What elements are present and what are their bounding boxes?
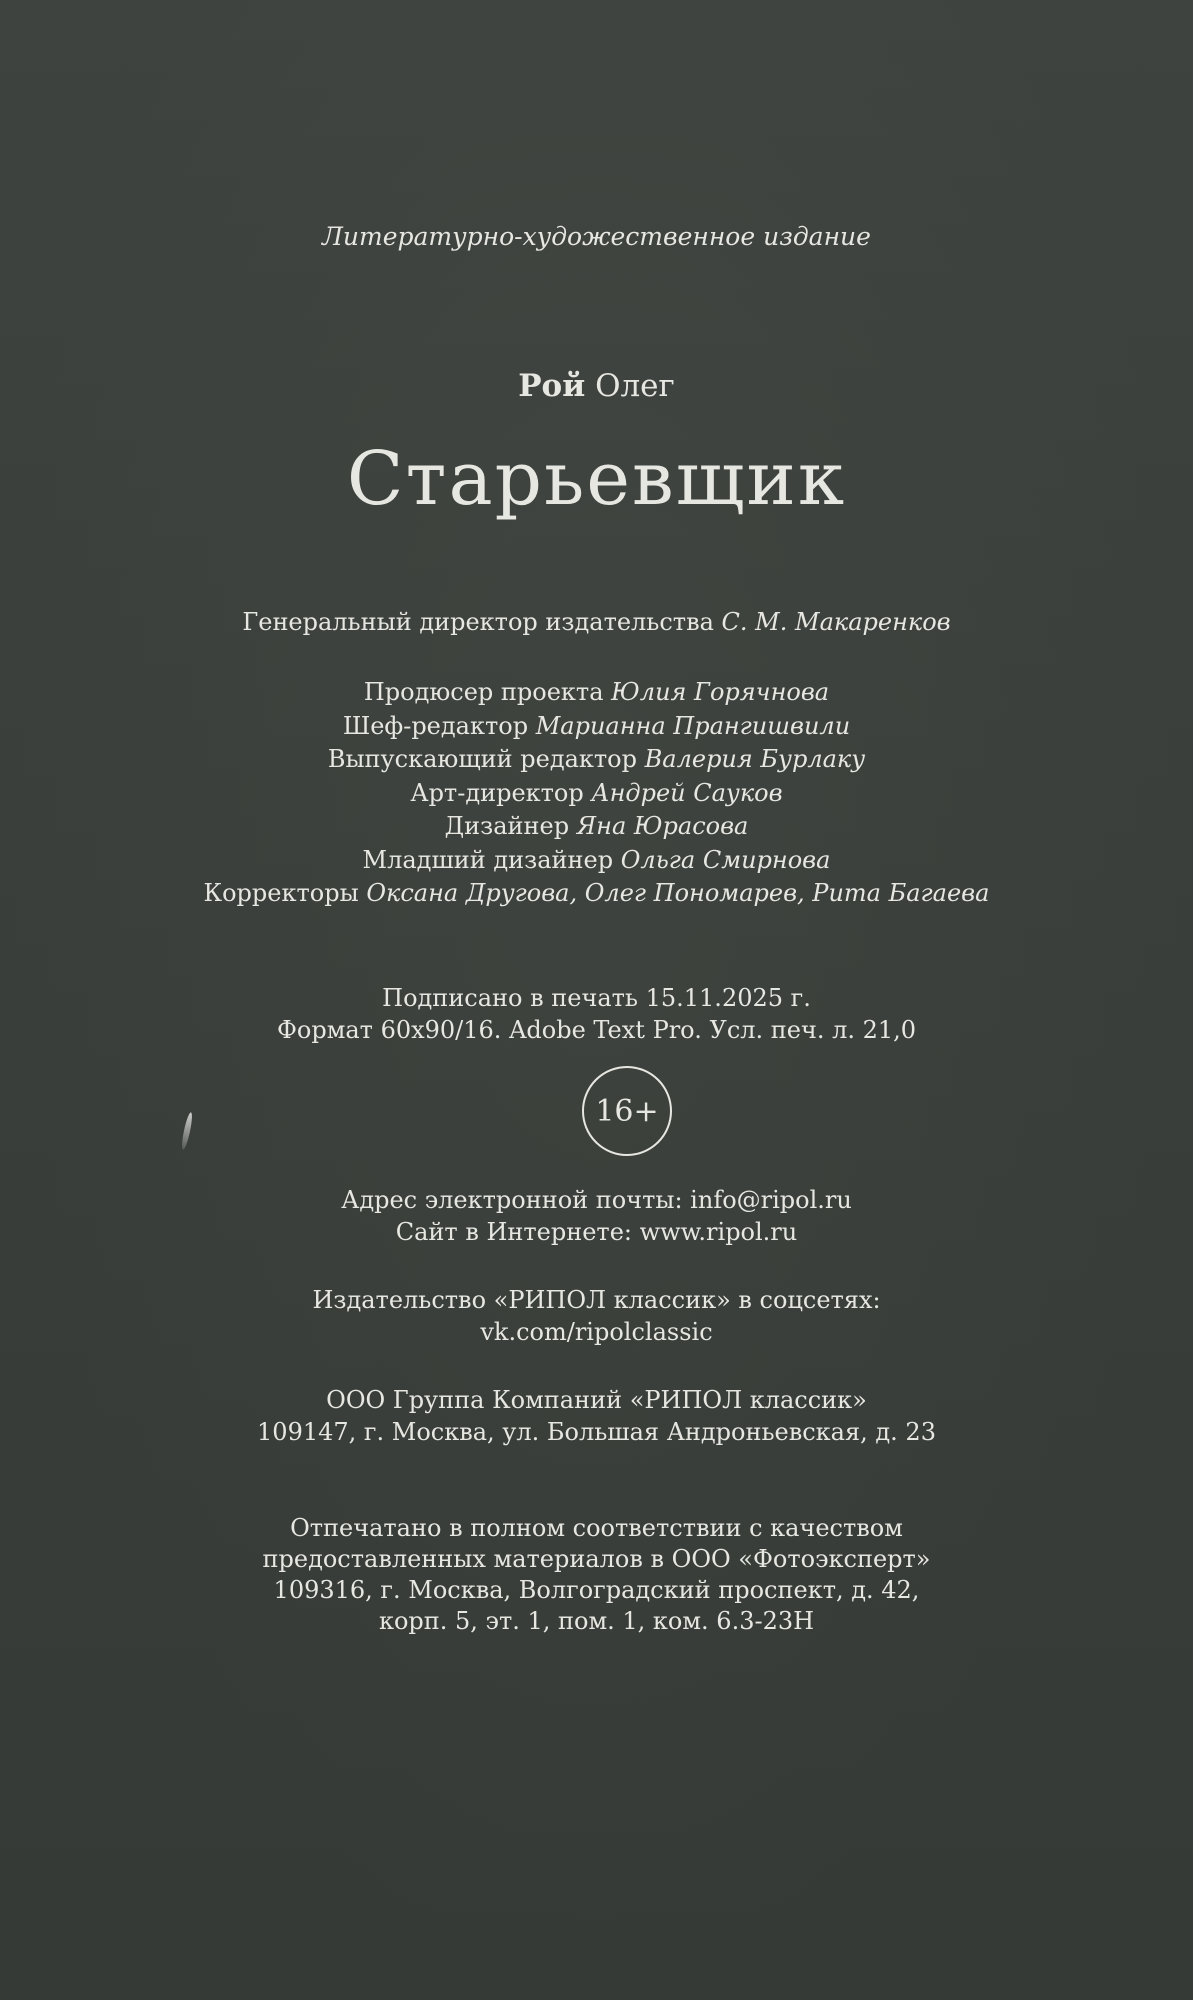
social-links [0,1284,1193,1348]
contact-email: Адрес электронной почты: info@ripol.ru [341,1186,852,1214]
contacts [0,1184,1193,1248]
credit-role: Шеф-редактор [342,711,529,740]
print-format: Формат 60х90/16. Adobe Text Pro. Усл. печ. л. 21,0 [276,1016,917,1044]
credit-name: Оксана Другова, Олег Пономарев, Рита Багаева [366,879,990,907]
printer-line: корп. 5, эт. 1, пом. 1, ком. 6.3-23Н [378,1607,815,1635]
paper-scratch-mark [180,1112,194,1150]
contact-website: Сайт в Интернете: www.ripol.ru [395,1218,798,1246]
company-name: ООО Группа Компаний «РИПОЛ классик» [326,1386,867,1414]
company-address: 109147, г. Москва, ул. Большая Андроньевская, д. 23 [257,1418,936,1446]
credit-role: Продюсер проекта [363,678,604,706]
credit-name: Ольга Смирнова [620,845,831,874]
credit-name: Яна Юрасова [576,812,749,840]
credit-name: Валерия Бурлаку [644,745,866,773]
credit-role: Дизайнер [444,812,570,840]
credit-line [0,743,1193,777]
credit-role: Выпускающий редактор [327,745,637,773]
edition-type-text: Литературно-художественное издание [322,222,871,251]
credit-name: Марианна Прангишвили [535,711,851,740]
print-info [0,982,1193,1046]
book-title [0,436,1193,522]
credit-line [0,877,1193,911]
author-name: Олег [595,368,675,404]
printer-info [0,1513,1193,1637]
credit-role: Младший дизайнер [362,845,614,874]
printer-line: 109316, г. Москва, Волгоградский проспект, д. 42, [273,1576,920,1604]
general-director-name: С. М. Макаренков [721,608,951,636]
book-title-text: Старьевщик [346,436,847,522]
credit-line [0,810,1193,844]
age-rating-text: 16+ [595,1093,659,1129]
credit-line [0,710,1193,744]
publisher-company [0,1384,1193,1448]
social-label: Издательство «РИПОЛ классик» в соцсетях: [312,1286,881,1314]
age-rating-badge [582,1066,672,1156]
credit-name: Юлия Горячнова [611,678,830,706]
author [0,368,1193,404]
credit-line [0,777,1193,811]
credit-name: Андрей Сауков [591,778,783,807]
credits-list [0,676,1193,911]
credit-line [0,676,1193,710]
general-director [0,608,1193,636]
printer-line: предоставленных материалов в ООО «Фотоэксперт» [262,1545,931,1573]
print-signed-date: Подписано в печать 15.11.2025 г. [382,984,811,1012]
credit-line [0,844,1193,878]
social-vk: vk.com/ripolclassic [480,1318,713,1346]
credit-role: Арт-директор [410,778,584,807]
general-director-role: Генеральный директор издательства [242,608,714,636]
author-surname: Рой [518,368,586,404]
printer-line: Отпечатано в полном соответствии с качеством [290,1514,903,1542]
edition-type [0,222,1193,251]
credit-role: Корректоры [203,879,359,907]
